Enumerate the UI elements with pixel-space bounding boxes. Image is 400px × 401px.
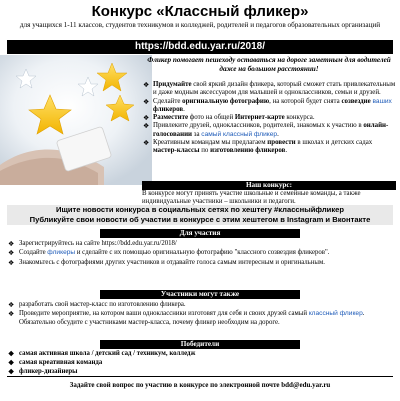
footer-divider (7, 376, 393, 377)
list-item: ❖ самая креативная команда (8, 358, 103, 367)
checkmark-bullet-icon: ❖ (8, 310, 15, 319)
checkmark-bullet-icon: ❖ (8, 367, 15, 376)
checkmark-bullet-icon: ❖ (143, 114, 150, 123)
participants-also-list (7, 301, 393, 328)
list-item: ❖ фликер-дизайнеры (8, 367, 78, 376)
checkmark-bullet-icon: ❖ (8, 240, 15, 248)
list-item: ❖ Знакомьтесь с фотографиями других участников и отдавайте голоса самым интересным и оригинальным. (8, 258, 325, 267)
list-item: ❖ Придумайте свой яркий дизайн фликера, который сможет стать привлекательным и даже модным аксессуаром для малышей и одноклассников, семьи и друзей. (143, 81, 396, 97)
hashtag-banner (7, 205, 393, 225)
list-item: ❖ разработать свой мастер-класс по изготовлению фликера. (8, 301, 186, 309)
checkmark-bullet-icon: ❖ (8, 350, 15, 358)
list-item: ❖ Разместите фото на общей Интернет-карте конкурса. (143, 114, 315, 123)
participate-heading: Для участия (100, 229, 300, 238)
list-item: ❖ Проведите мероприятие, на котором ваши одноклассники изготовят для себя и своих друзей самый классный фликер. Обязательно обсудите с участниками мастер-класса, почему фликер необходим на дороге. (8, 310, 365, 326)
checkmark-bullet-icon: ❖ (8, 358, 15, 367)
checkmark-bullet-icon: ❖ (8, 301, 15, 309)
flicker-illustration (0, 55, 152, 185)
page-subtitle: для учащихся 1-11 классов, студентов техникумов и колледжей, родителей и педагогов образовательных организаций (19, 21, 381, 29)
winners-list (7, 350, 393, 376)
how-to-list (143, 81, 396, 156)
list-item: ❖ Креативным командам мы предлагаем провести в школах и детских садах мастер-классы по изготовлению фликеров. (143, 139, 373, 155)
contest-description: В конкурсе могут принять участие школьные и семейные команды, а также индивидуальные участники – школьники и педагоги. (142, 190, 361, 206)
intro-text: Фликер помогает пешеходу оставаться на дороге заметным для водителей даже на большом расстоянии! (147, 56, 391, 73)
checkmark-bullet-icon: ❖ (8, 249, 15, 258)
page-title: Конкурс «Классный фликер» (91, 3, 309, 20)
participants-also-heading: Участники могут также (100, 290, 300, 299)
list-item: ❖ Зарегистрируйтесь на сайте https://bdd.edu.yar.ru/2018/ (8, 240, 177, 248)
hashtag-line: Публикуйте свои новости об участии в конкурсе с этим хештегом в Instagram и Вконтакте (29, 214, 371, 224)
contest-heading: Наш конкурс: (142, 181, 396, 190)
contact-footer: Задайте свой вопрос по участию в конкурсе по электронной почте bdd@edu.yar.ru (69, 381, 331, 389)
hashtag-line: Ищите новости конкурса в социальных сетях по хештегу #классныйфликер (55, 205, 345, 214)
participate-list (7, 240, 393, 268)
checkmark-bullet-icon: ❖ (143, 81, 150, 89)
contest-url-banner[interactable]: https://bdd.edu.yar.ru/2018/ (7, 40, 393, 54)
list-item: ❖ Привлеките друзей, одноклассников, родителей, знакомых к участию в онлайн-голосовании за самый классный фликер. (143, 122, 389, 138)
list-item: ❖ Создайте фликеры и сделайте с их помощью оригинальную фотографию "классного созвездия фликеров". (8, 249, 330, 258)
hand-holding-star-flicker-illustration (0, 55, 152, 185)
checkmark-bullet-icon: ❖ (8, 258, 15, 267)
list-item: ❖ самая активная школа / детский сад / техникум, колледж (8, 350, 196, 358)
list-item: ❖ Сделайте оригинальную фотографию, на которой будет снята созвездие ваших фликеров. (143, 97, 392, 113)
checkmark-bullet-icon: ❖ (143, 97, 150, 106)
checkmark-bullet-icon: ❖ (143, 122, 150, 131)
winners-heading: Победители (100, 340, 300, 349)
checkmark-bullet-icon: ❖ (143, 139, 150, 148)
